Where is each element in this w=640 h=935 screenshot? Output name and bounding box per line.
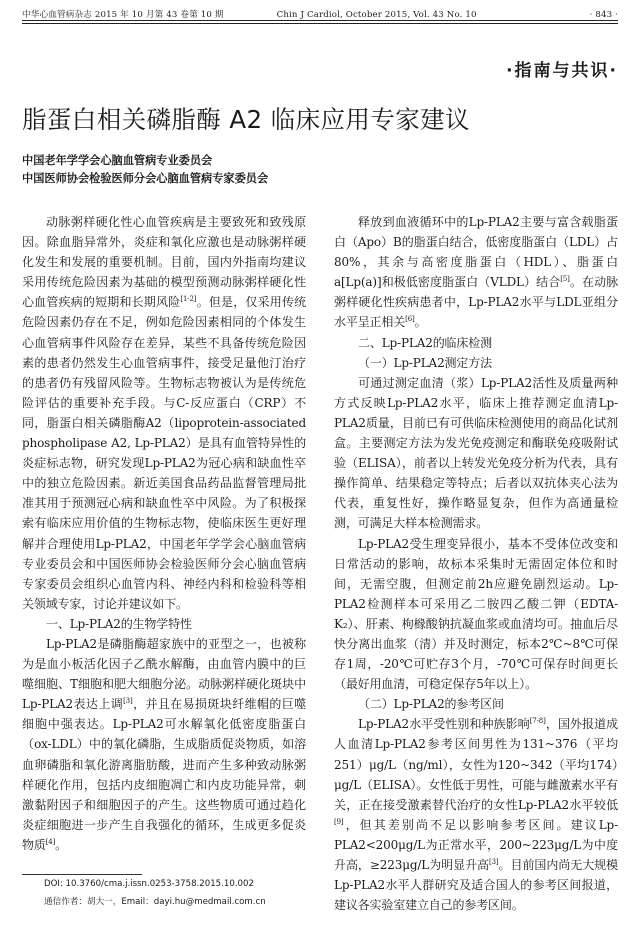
- header-rule-thick: [22, 20, 618, 21]
- heading-subsection-methods: （一）Lp-PLA2测定方法: [358, 355, 492, 370]
- heading-section-1: 一、Lp-PLA2的生物学特性: [46, 616, 192, 631]
- paragraph-biology: Lp-PLA2是磷脂酶超家族中的亚型之一，也被称为是血小板活化因子乙酰水解酶，由血管内膜中的巨噬细胞、T细胞和肥大细胞分泌。动脉粥样硬化斑块中Lp-PLA2表达上调[3]，并且在易损斑块纤维帽的巨噬细胞中强表达。Lp-PLA2可水解氧化低密度脂蛋白（ox-LDL）中的氧化磷脂，生成脂质促炎物质，如溶血卵磷脂和氧化游离脂肪酸，进而产生多种致动脉粥样硬化作用，包括内皮细胞凋亡和内皮功能异常，刺激黏附因子和细胞因子的产生。这些物质可通过趋化炎症细胞进一步产生自我强化的循环，生成更多促炎物质[4]。: [22, 636, 306, 852]
- header-rule-thin: [22, 23, 618, 24]
- journal-en: Chin J Cardiol, October 2015, Vol. 43 No. 10: [276, 10, 477, 20]
- section-tag: ·指南与共识·: [506, 61, 618, 81]
- left-column: [22, 212, 306, 855]
- author-group-1: 中国老年学学会心脑血管病专业委员会: [22, 154, 213, 167]
- paragraph-reference: Lp-PLA2水平受性别和种族影响[7-8]，国外报道成人血清Lp-PLA2参考区间男性为131~376（平均251）μg/L（ng/ml），女性为120~342（平均174）μg/L（ELISA）。女性低于男性，可能与雌激素水平有关，正在接受激素替代治疗的女性Lp-PLA2水平较低[9]，但其差别尚不足以影响参考区间。建议Lp-PLA2<200μg/L为正常水平，200~223μg/L为中度升高，≥223μg/L为明显升高[3]。目前国内尚无大规模Lp-PLA2水平人群研究及适合国人的参考区间报道，建议各实验室建立自己的参考区间。: [334, 717, 619, 913]
- right-column: [334, 212, 618, 915]
- correspondence-footnote: 通信作者：胡大一，Email：dayi.hu@medmail.com.cn: [44, 897, 266, 907]
- doi-footnote: DOI: 10.3760/cma.j.issn.0253-3758.2015.10.002: [44, 879, 254, 889]
- footnote-rule: [22, 874, 142, 875]
- author-block: [22, 152, 268, 188]
- running-header: [22, 4, 618, 20]
- paragraph-sampling: Lp-PLA2受生理变异很小，基本不受体位改变和日常活动的影响，故标本采集时无需固定体位和时间，无需空腹，但测定前2h应避免剧烈运动。Lp-PLA2检测样本可采用乙二胺四乙酸二钾（EDTA-K₂）、肝素、枸橼酸钠抗凝血浆或血清均可。抽血后尽快分离出血浆（清）并及时测定，标本2℃~8℃可保存1周，-20℃可贮存3个月，-70℃可保存时间更长（最好用血清，可稳定保存5年以上）。: [334, 536, 618, 692]
- journal-cn: 中华心血管病杂志 2015 年 10 月第 43 卷第 10 期: [22, 10, 224, 20]
- paragraph-intro: 动脉粥样硬化性心血管疾病是主要致死和致残原因。除血脂异常外，炎症和氧化应激也是动脉粥样硬化发生和发展的重要机制。目前，国内外指南均建议采用传统危险因素为基础的模型预测动脉粥样硬化性心血管疾病的短期和长期风险[1-2]。但是，仅采用传统危险因素仍存在不足，例如危险因素相同的个体发生心血管病事件风险存在差异，某些不具备传统危险因素的患者仍然发生心血管病事件，接受足量他汀治疗的患者仍有残留风险等。生物标志物被认为是传统危险评估的重要补充手段。与C-反应蛋白（CRP）不同，脂蛋白相关磷脂酶A2（lipoprotein-associated phospholipase A2, Lp-PLA2）是具有血管特异性的炎症标志物，研究发现Lp-PLA2为冠心病和缺血性卒中的独立危险因素。新近美国食品药品监督管理局批准其用于预测冠心病和缺血性卒中风险。为了积极探索有临床应用价值的生物标志物，使临床医生更好理解并合理使用Lp-PLA2，中国老年学学会心脑血管病专业委员会和中国医师协会检验医师分会心脑血管病专家委员会组织心血管内科、神经内科和检验科等相关领域专家，讨论并建议如下。: [22, 215, 306, 611]
- article-title: 脂蛋白相关磷脂酶 A2 临床应用专家建议: [22, 105, 470, 134]
- author-group-2: 中国医师协会检验医师分会心脑血管病专家委员会: [22, 172, 269, 185]
- paragraph-methods: 可通过测定血清（浆）Lp-PLA2活性及质量两种方式反映Lp-PLA2水平，临床上推荐测定血清Lp-PLA2质量，目前已有可供临床检测使用的商品化试剂盒。主要测定方法为发光免疫测定和酶联免疫吸附试验（ELISA），前者以上转发光免疫分析为代表，具有操作简单、结果稳定等特点；后者以双抗体夹心法为代表，重复性好，操作略显复杂，但作为高通量检测，可满足大样本检测需求。: [334, 375, 618, 531]
- page-number: · 843 ·: [589, 10, 618, 20]
- heading-section-2: 二、Lp-PLA2的临床检测: [358, 335, 492, 350]
- paragraph-lipoprotein: 释放到血液循环中的Lp-PLA2主要与富含载脂蛋白（Apo）B的脂蛋白结合，低密度脂蛋白（LDL）占80%，其余与高密度脂蛋白（HDL）、脂蛋白a[Lp(a)]和极低密度脂蛋白（VLDL）结合[5]。在动脉粥样硬化性疾病患者中，Lp-PLA2水平与LDL亚组分水平呈正相关[6]。: [334, 215, 618, 330]
- heading-subsection-reference: （二）Lp-PLA2的参考区间: [358, 697, 504, 712]
